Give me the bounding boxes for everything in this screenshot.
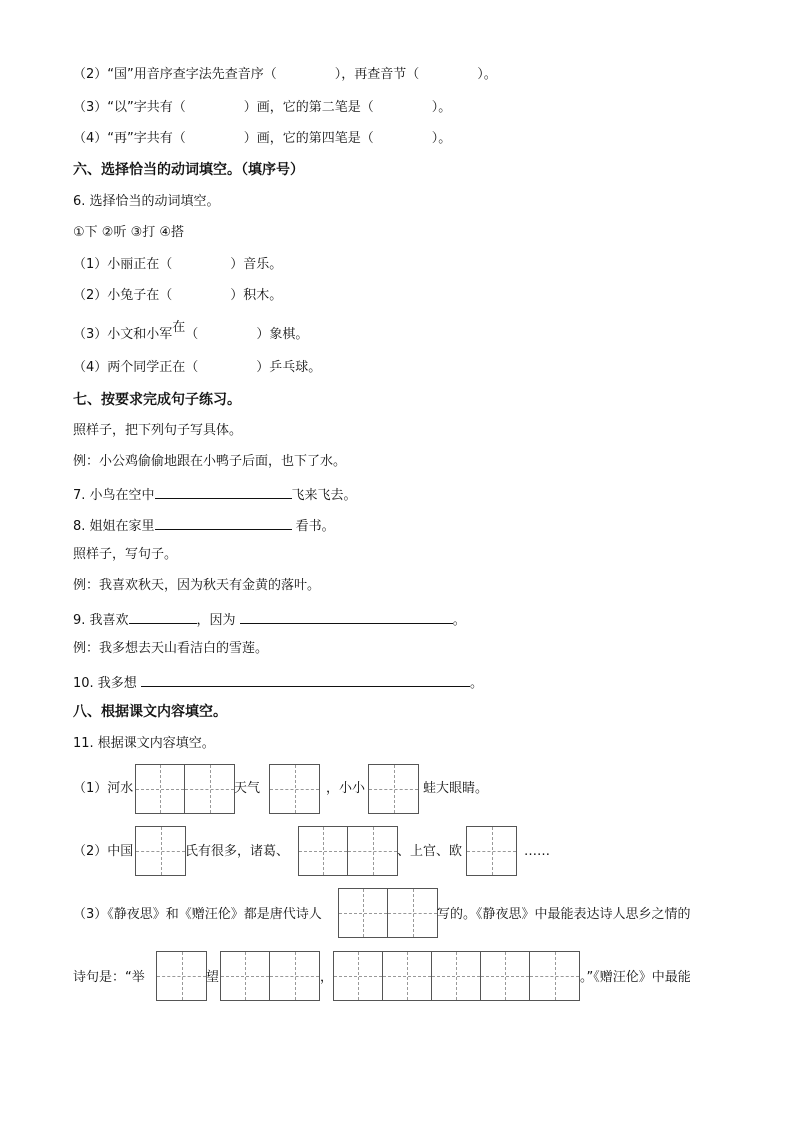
tian-grid[interactable] bbox=[298, 826, 398, 876]
answer-line[interactable] bbox=[240, 609, 453, 624]
fill-item-1-d: 蛙大眼睛。 bbox=[423, 781, 489, 796]
tian-grid[interactable] bbox=[135, 764, 235, 814]
answer-line[interactable] bbox=[155, 484, 292, 499]
question-9: 9. 我喜欢 ，因为 。 bbox=[73, 609, 466, 630]
answer-line[interactable] bbox=[141, 672, 470, 687]
answer-line[interactable] bbox=[155, 515, 292, 530]
fill-item-2-c: 、上官、欧 bbox=[397, 844, 463, 859]
question-6: 6. 选择恰当的动词填空。 bbox=[73, 194, 220, 209]
options: ①下 ②听 ③打 ④搭 bbox=[73, 225, 185, 240]
instruction-2: 照样子，写句子。 bbox=[73, 547, 178, 562]
question-7: 7. 小鸟在空中 飞来飞去。 bbox=[73, 484, 357, 505]
question-5-3: （3）“以”字共有（ ）画，它的第二笔是（ ）。 bbox=[73, 100, 452, 115]
question-5-4: （4）“再”字共有（ ）画，它的第四笔是（ ）。 bbox=[73, 131, 452, 146]
fill-item-3-b: 写的。《静夜思》中最能表达诗人思乡之情的 bbox=[437, 907, 691, 922]
question-11: 11. 根据课文内容填空。 bbox=[73, 736, 215, 751]
fill-item-2-b: 氏有很多，诸葛、 bbox=[185, 844, 290, 859]
instruction-1: 照样子，把下列句子写具体。 bbox=[73, 423, 243, 438]
section-6-heading: 六、选择恰当的动词填空。（填序号） bbox=[73, 162, 304, 178]
fill-item-1-b: 天气 bbox=[234, 781, 261, 796]
section-7-heading: 七、按要求完成句子练习。 bbox=[73, 392, 241, 408]
tian-grid[interactable] bbox=[368, 764, 419, 814]
section-8-heading: 八、根据课文内容填空。 bbox=[73, 704, 227, 720]
fill-item-3-a: （3）《静夜思》和《赠汪伦》都是唐代诗人 bbox=[73, 907, 322, 922]
tian-grid[interactable] bbox=[269, 764, 320, 814]
example-1: 例：小公鸡偷偷地跟在小鸭子后面，也下了水。 bbox=[73, 454, 347, 469]
answer-line[interactable] bbox=[129, 609, 197, 624]
fill-item-4-d: 。”《赠汪伦》中最能 bbox=[580, 970, 691, 985]
tian-grid[interactable] bbox=[333, 951, 580, 1001]
example-2: 例：我喜欢秋天，因为秋天有金黄的落叶。 bbox=[73, 578, 321, 593]
example-3: 例：我多想去天山看洁白的雪莲。 bbox=[73, 641, 269, 656]
tian-grid[interactable] bbox=[466, 826, 517, 876]
question-6-1: （1）小丽正在（ ）音乐。 bbox=[73, 257, 283, 272]
tian-grid[interactable] bbox=[338, 888, 438, 938]
fill-item-1-c: ，小小 bbox=[326, 781, 366, 796]
question-10: 10. 我多想 。 bbox=[73, 672, 483, 693]
fill-item-2-a: （2）中国 bbox=[73, 844, 134, 859]
fill-item-2-d: …… bbox=[524, 844, 550, 859]
fill-item-1-a: （1）河水 bbox=[73, 781, 134, 796]
question-8: 8. 姐姐在家里 看书。 bbox=[73, 515, 335, 536]
question-6-2: （2）小兔子在（ ）积木。 bbox=[73, 288, 283, 303]
tian-grid[interactable] bbox=[156, 951, 207, 1001]
tian-grid[interactable] bbox=[135, 826, 186, 876]
tian-grid[interactable] bbox=[220, 951, 320, 1001]
question-5-2: （2）“国”用音序查字法先查音序（ ），再查音节（ ）。 bbox=[73, 67, 497, 82]
fill-item-4-b: 望 bbox=[206, 970, 220, 985]
question-6-4: （4）两个同学正在（ ）乒乓球。 bbox=[73, 360, 322, 375]
question-6-3: （3）小文和小军在（ ）象棋。 bbox=[73, 320, 309, 342]
fill-item-4-c: ， bbox=[320, 970, 334, 985]
fill-item-4-a: 诗句是：“举 bbox=[73, 970, 145, 985]
